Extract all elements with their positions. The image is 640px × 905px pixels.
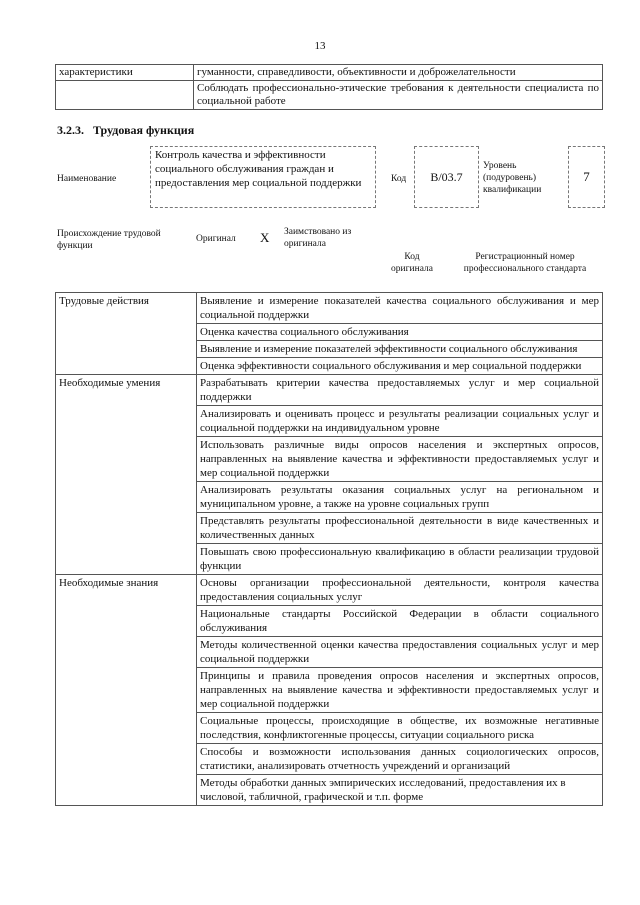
section-number: 3.2.3. bbox=[57, 123, 84, 137]
page-number: 13 bbox=[314, 40, 326, 52]
level-label: Уровень (подуровень) квалификации bbox=[483, 161, 542, 195]
list-item: Оценка качества социального обслуживания bbox=[197, 324, 603, 341]
continuation-row: Соблюдать профессионально-этические требования к деятельности специалиста по социальной работе bbox=[194, 81, 603, 110]
origin-label: Происхождение трудовой функции bbox=[57, 229, 161, 251]
function-content-table bbox=[55, 292, 603, 806]
list-item: Представлять результаты профессиональной деятельности в виде качественных и количественных данных bbox=[197, 513, 603, 544]
table-row bbox=[56, 375, 603, 406]
category-cell: Необходимые умения bbox=[56, 375, 197, 575]
code-value: B/03.7 bbox=[414, 146, 479, 208]
list-item: Разрабатывать критерии качества предоставляемых услуг и мер социальной поддержки bbox=[197, 375, 603, 406]
list-item: Выявление и измерение показателей качества социального обслуживания и мер социальной поддержки bbox=[197, 293, 603, 324]
list-item: Использовать различные виды опросов населения и экспертных опросов, направленных на выявление качества и эффективности предоставляемых услуг и мер социальной поддержки bbox=[197, 437, 603, 482]
list-item: Принципы и правила проведения опросов населения и экспертных опросов, направленных на выявление качества и эффективности предоставляемых услуг и мер социальной поддержки bbox=[197, 668, 603, 713]
list-item: Социальные процессы, происходящие в обществе, их возможные негативные последствия, конфликтогенные процессы, ситуации социального риска bbox=[197, 713, 603, 744]
continuation-row: гуманности, справедливости, объективности и доброжелательности bbox=[194, 65, 603, 81]
list-item: Анализировать и оценивать процесс и результаты реализации социальных услуг и социальной поддержки на индивидуальном уровне bbox=[197, 406, 603, 437]
table-row bbox=[56, 575, 603, 606]
list-item: Способы и возможности использования данных социологических опросов, статистики, анализировать отчетность учреждений и организаций bbox=[197, 744, 603, 775]
function-name: Контроль качества и эффективности социального обслуживания граждан и предоставления мер социальной поддержки bbox=[150, 146, 376, 208]
table-row bbox=[56, 293, 603, 324]
continuation-table bbox=[55, 64, 603, 110]
name-label: Наименование bbox=[57, 174, 117, 184]
level-value: 7 bbox=[568, 146, 605, 208]
list-item: Основы организации профессиональной деятельности, контроля качества предоставления социальных услуг bbox=[197, 575, 603, 606]
list-item: Анализировать результаты оказания социальных услуг на региональном и муниципальном уровне, а также на уровне социальных групп bbox=[197, 482, 603, 513]
code-original-caption: Код оригинала bbox=[391, 252, 433, 274]
list-item: Оценка эффективности социального обслуживания и мер социальной поддержки bbox=[197, 358, 603, 375]
original-mark: X bbox=[260, 230, 270, 245]
list-item: Повышать свою профессиональную квалификацию в области реализации трудовой функции bbox=[197, 544, 603, 575]
list-item: Национальные стандарты Российской Федерации в области социального обслуживания bbox=[197, 606, 603, 637]
borrowed-label: Заимствовано из оригинала bbox=[284, 227, 352, 249]
list-item: Выявление и измерение показателей эффективности социального обслуживания bbox=[197, 341, 603, 358]
original-label: Оригинал bbox=[196, 234, 236, 244]
reg-number-caption: Регистрационный номер профессионального стандарта bbox=[463, 252, 587, 274]
continuation-label: характеристики bbox=[56, 65, 194, 81]
code-label: Код bbox=[391, 174, 407, 184]
list-item: Методы обработки данных эмпирических исследований, предоставления их в числовой, табличной, графической и т.п. форме bbox=[197, 775, 603, 806]
section-title: Трудовая функция bbox=[93, 123, 195, 137]
section-heading bbox=[57, 123, 194, 138]
list-item: Методы количественной оценки качества предоставления социальных услуг и мер социальной поддержки bbox=[197, 637, 603, 668]
category-cell: Трудовые действия bbox=[56, 293, 197, 375]
category-cell: Необходимые знания bbox=[56, 575, 197, 806]
